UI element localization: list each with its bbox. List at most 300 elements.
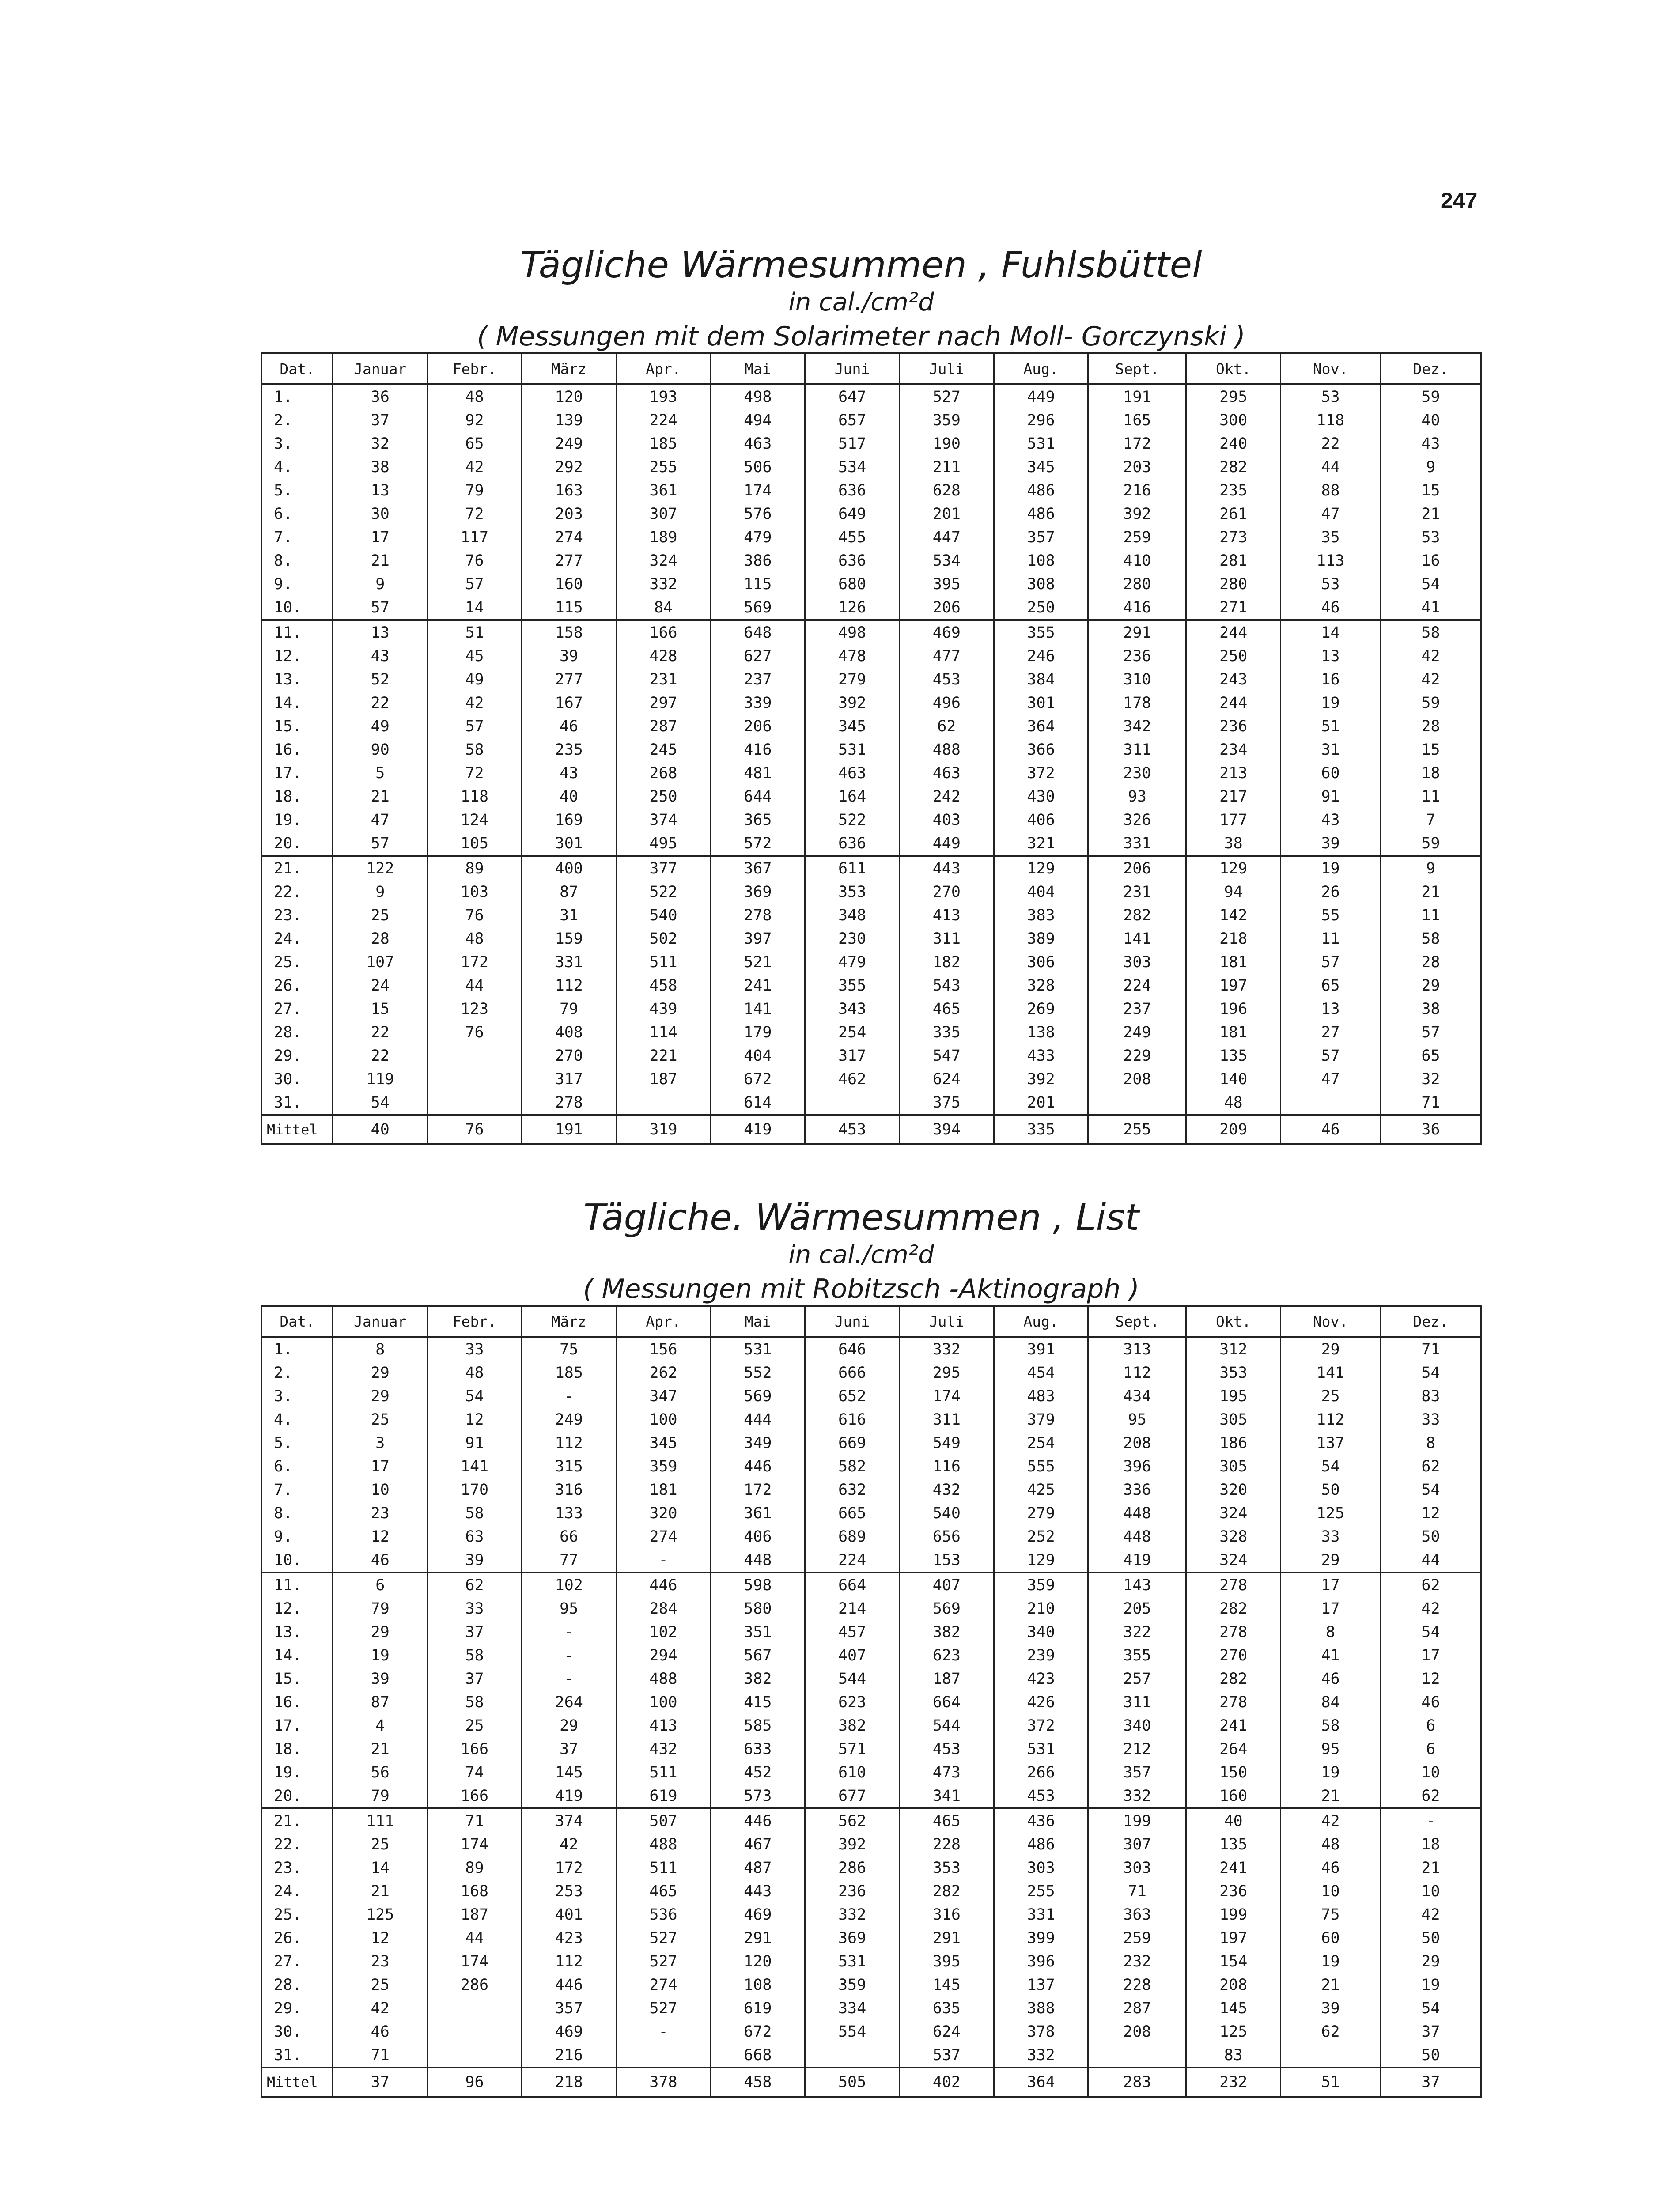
value-cell: 116 — [899, 1455, 994, 1478]
value-cell: 355 — [805, 974, 900, 997]
value-cell: 79 — [522, 997, 616, 1021]
value-cell: 79 — [333, 1784, 428, 1808]
value-cell: 58 — [428, 738, 522, 761]
value-cell: 9 — [1380, 856, 1481, 880]
value-cell: 118 — [1281, 408, 1381, 432]
value-cell: 48 — [1281, 1833, 1381, 1856]
day-label: 7. — [262, 526, 333, 549]
table-row — [262, 1501, 1481, 1525]
value-cell: 382 — [899, 1620, 994, 1644]
mean-value: 51 — [1281, 2068, 1381, 2097]
value-cell: 672 — [711, 2020, 805, 2043]
value-cell: 143 — [1088, 1573, 1186, 1597]
value-cell — [1281, 1091, 1381, 1115]
table-row — [262, 596, 1481, 620]
table-header-row — [262, 353, 1481, 384]
value-cell: 126 — [805, 596, 900, 620]
value-cell: 72 — [428, 761, 522, 785]
mean-value: 232 — [1186, 2068, 1281, 2097]
value-cell: 58 — [428, 1501, 522, 1525]
value-cell: 689 — [805, 1525, 900, 1548]
value-cell: 507 — [616, 1808, 711, 1833]
value-cell: 140 — [1186, 1067, 1281, 1091]
value-cell: 282 — [1186, 1667, 1281, 1690]
mean-value: 209 — [1186, 1115, 1281, 1144]
value-cell: 305 — [1186, 1455, 1281, 1478]
day-label: 18. — [262, 1737, 333, 1761]
value-cell: 614 — [711, 1091, 805, 1115]
day-label: 3. — [262, 1384, 333, 1408]
column-header-month: Januar — [333, 1306, 428, 1337]
value-cell: 141 — [711, 997, 805, 1021]
value-cell: 664 — [899, 1690, 994, 1714]
value-cell: 410 — [1088, 549, 1186, 572]
value-cell: 139 — [522, 408, 616, 432]
value-cell: 228 — [1088, 1973, 1186, 1996]
table-row — [262, 644, 1481, 668]
table-row — [262, 1973, 1481, 1996]
value-cell: 17 — [333, 526, 428, 549]
value-cell: 392 — [1088, 502, 1186, 526]
value-cell: 255 — [616, 455, 711, 479]
value-cell: 46 — [1281, 1667, 1381, 1690]
value-cell: 646 — [805, 1337, 900, 1361]
mean-value: 96 — [428, 2068, 522, 2097]
table-row — [262, 1408, 1481, 1431]
value-cell: 129 — [994, 856, 1088, 880]
value-cell: 17 — [1380, 1644, 1481, 1667]
value-cell: 407 — [805, 1644, 900, 1667]
value-cell: 531 — [711, 1337, 805, 1361]
value-cell: 364 — [994, 715, 1088, 738]
value-cell: 228 — [899, 1833, 994, 1856]
value-cell: 647 — [805, 384, 900, 408]
value-cell: 10 — [333, 1478, 428, 1501]
value-cell: 166 — [428, 1784, 522, 1808]
column-header-month: Juli — [899, 353, 994, 384]
value-cell: 355 — [994, 620, 1088, 644]
value-cell: 135 — [1186, 1833, 1281, 1856]
value-cell: 208 — [1088, 1431, 1186, 1455]
value-cell: 76 — [428, 549, 522, 572]
value-cell: 21 — [333, 549, 428, 572]
value-cell: 321 — [994, 832, 1088, 856]
table-row — [262, 761, 1481, 785]
value-cell: 40 — [522, 785, 616, 808]
value-cell: 395 — [899, 1950, 994, 1973]
value-cell: 428 — [616, 644, 711, 668]
value-cell: 9 — [333, 880, 428, 904]
table-row — [262, 691, 1481, 715]
day-label: 29. — [262, 1044, 333, 1067]
value-cell: 21 — [1380, 1856, 1481, 1879]
value-cell: 357 — [994, 526, 1088, 549]
value-cell: 448 — [1088, 1501, 1186, 1525]
value-cell: 170 — [428, 1478, 522, 1501]
mean-value: 40 — [333, 1115, 428, 1144]
value-cell: 11 — [1281, 927, 1381, 950]
value-cell: 347 — [616, 1384, 711, 1408]
table-row — [262, 927, 1481, 950]
value-cell: 65 — [428, 432, 522, 455]
value-cell: 206 — [899, 596, 994, 620]
day-label: 23. — [262, 904, 333, 927]
table-row — [262, 785, 1481, 808]
value-cell: 244 — [1186, 691, 1281, 715]
value-cell: - — [522, 1644, 616, 1667]
value-cell: 300 — [1186, 408, 1281, 432]
value-cell: 310 — [1088, 668, 1186, 691]
value-cell: 37 — [428, 1620, 522, 1644]
value-cell: 522 — [805, 808, 900, 832]
value-cell — [428, 1996, 522, 2020]
value-cell: 208 — [1088, 2020, 1186, 2043]
value-cell: 150 — [1186, 1761, 1281, 1784]
day-label: 19. — [262, 1761, 333, 1784]
value-cell: 25 — [333, 1833, 428, 1856]
value-cell: 259 — [1088, 1926, 1186, 1950]
value-cell: 158 — [522, 620, 616, 644]
value-cell: 89 — [428, 856, 522, 880]
value-cell: 415 — [711, 1690, 805, 1714]
value-cell: 8 — [333, 1337, 428, 1361]
value-cell: 25 — [428, 1714, 522, 1737]
value-cell: 18 — [1380, 1833, 1481, 1856]
value-cell: 234 — [1186, 738, 1281, 761]
mean-value: 283 — [1088, 2068, 1186, 2097]
value-cell: 331 — [522, 950, 616, 974]
value-cell: 30 — [333, 502, 428, 526]
column-header-month: Febr. — [428, 1306, 522, 1337]
value-cell: 388 — [994, 1996, 1088, 2020]
value-cell: 47 — [1281, 1067, 1381, 1091]
value-cell: 264 — [522, 1690, 616, 1714]
table-row — [262, 950, 1481, 974]
mean-value: 218 — [522, 2068, 616, 2097]
day-label: 17. — [262, 761, 333, 785]
value-cell: 469 — [711, 1903, 805, 1926]
value-cell: 462 — [805, 1067, 900, 1091]
day-label: 12. — [262, 644, 333, 668]
value-cell: 307 — [616, 502, 711, 526]
value-cell: 28 — [1380, 950, 1481, 974]
value-cell: 680 — [805, 572, 900, 596]
value-cell: 511 — [616, 950, 711, 974]
table-row — [262, 479, 1481, 502]
value-cell: 432 — [616, 1737, 711, 1761]
day-label: 12. — [262, 1597, 333, 1620]
value-cell: 31 — [1281, 738, 1381, 761]
value-cell: 33 — [428, 1337, 522, 1361]
value-cell: 5 — [333, 761, 428, 785]
value-cell: 187 — [899, 1667, 994, 1690]
value-cell: 657 — [805, 408, 900, 432]
value-cell: 22 — [1281, 432, 1381, 455]
column-header-month: Dez. — [1380, 1306, 1481, 1337]
value-cell: 15 — [1380, 479, 1481, 502]
value-cell: 76 — [428, 904, 522, 927]
value-cell: 33 — [1281, 1525, 1381, 1548]
value-cell: 342 — [1088, 715, 1186, 738]
value-cell: 160 — [522, 572, 616, 596]
value-cell: 27 — [1281, 1021, 1381, 1044]
value-cell: 488 — [899, 738, 994, 761]
value-cell: 117 — [428, 526, 522, 549]
value-cell: 54 — [1380, 1996, 1481, 2020]
value-cell: 359 — [899, 408, 994, 432]
table-row — [262, 1525, 1481, 1548]
value-cell: 42 — [1380, 644, 1481, 668]
value-cell: 467 — [711, 1833, 805, 1856]
value-cell: 317 — [522, 1067, 616, 1091]
mean-label: Mittel — [262, 2068, 333, 2097]
value-cell: 29 — [522, 1714, 616, 1737]
value-cell: 108 — [711, 1973, 805, 1996]
value-cell: 15 — [1380, 738, 1481, 761]
table-row — [262, 1337, 1481, 1361]
day-label: 20. — [262, 832, 333, 856]
value-cell: 573 — [711, 1784, 805, 1808]
table-row — [262, 549, 1481, 572]
value-cell: 190 — [899, 432, 994, 455]
table-row — [262, 715, 1481, 738]
value-cell: 141 — [428, 1455, 522, 1478]
value-cell: 326 — [1088, 808, 1186, 832]
value-cell: 43 — [522, 761, 616, 785]
value-cell: 332 — [994, 2043, 1088, 2068]
value-cell: 45 — [428, 644, 522, 668]
value-cell: 6 — [1380, 1737, 1481, 1761]
table-header-row — [262, 1306, 1481, 1337]
value-cell: 404 — [994, 880, 1088, 904]
table-2-unit: in cal./cm²d — [788, 1240, 934, 1269]
mean-value: 505 — [805, 2068, 900, 2097]
day-label: 10. — [262, 596, 333, 620]
value-cell: 463 — [711, 432, 805, 455]
value-cell: 332 — [899, 1337, 994, 1361]
value-cell: 59 — [1380, 691, 1481, 715]
value-cell — [805, 2043, 900, 2068]
value-cell: 77 — [522, 1548, 616, 1573]
day-label: 19. — [262, 808, 333, 832]
value-cell: 32 — [1380, 1067, 1481, 1091]
value-cell: 47 — [1281, 502, 1381, 526]
value-cell: 178 — [1088, 691, 1186, 715]
value-cell: 124 — [428, 808, 522, 832]
value-cell: 62 — [1281, 2020, 1381, 2043]
value-cell: 291 — [711, 1926, 805, 1950]
value-cell: 567 — [711, 1644, 805, 1667]
value-cell: 436 — [994, 1808, 1088, 1833]
value-cell: 369 — [711, 880, 805, 904]
mean-value: 255 — [1088, 1115, 1186, 1144]
value-cell: 432 — [899, 1478, 994, 1501]
value-cell: 172 — [1088, 432, 1186, 455]
value-cell: 48 — [428, 384, 522, 408]
value-cell: 201 — [899, 502, 994, 526]
value-cell: 57 — [428, 572, 522, 596]
value-cell: 392 — [994, 1067, 1088, 1091]
value-cell: 206 — [711, 715, 805, 738]
value-cell: 53 — [1281, 384, 1381, 408]
value-cell: 452 — [711, 1761, 805, 1784]
day-label: 8. — [262, 1501, 333, 1525]
value-cell: 611 — [805, 856, 900, 880]
value-cell: 391 — [994, 1337, 1088, 1361]
value-cell: 555 — [994, 1455, 1088, 1478]
value-cell: 42 — [428, 691, 522, 715]
table-row — [262, 1667, 1481, 1690]
value-cell: 14 — [333, 1856, 428, 1879]
table-1-title: Tägliche Wärmesummen , Fuhlsbüttel — [520, 244, 1202, 286]
value-cell: 93 — [1088, 785, 1186, 808]
value-cell: 91 — [428, 1431, 522, 1455]
value-cell: 372 — [994, 1714, 1088, 1737]
value-cell: 282 — [1186, 1597, 1281, 1620]
day-label: 1. — [262, 1337, 333, 1361]
value-cell: 554 — [805, 2020, 900, 2043]
value-cell: 156 — [616, 1337, 711, 1361]
value-cell: 287 — [1088, 1996, 1186, 2020]
value-cell: 43 — [1281, 808, 1381, 832]
value-cell: 22 — [333, 1021, 428, 1044]
value-cell: 125 — [1186, 2020, 1281, 2043]
value-cell: 91 — [1281, 785, 1381, 808]
value-cell: 21 — [1380, 502, 1481, 526]
day-label: 29. — [262, 1996, 333, 2020]
value-cell: 378 — [994, 2020, 1088, 2043]
value-cell: 334 — [805, 1996, 900, 2020]
table-row — [262, 1044, 1481, 1067]
value-cell: 13 — [1281, 997, 1381, 1021]
value-cell: 76 — [428, 1021, 522, 1044]
value-cell: 281 — [1186, 549, 1281, 572]
day-label: 1. — [262, 384, 333, 408]
day-label: 28. — [262, 1973, 333, 1996]
value-cell: 172 — [711, 1478, 805, 1501]
day-label: 7. — [262, 1478, 333, 1501]
table-row — [262, 455, 1481, 479]
value-cell: 17 — [1281, 1597, 1381, 1620]
day-label: 17. — [262, 1714, 333, 1737]
day-label: 8. — [262, 549, 333, 572]
value-cell: 282 — [1088, 904, 1186, 927]
value-cell: 185 — [616, 432, 711, 455]
table-2-subtitle: ( Messungen mit Robitzsch -Aktinograph ) — [583, 1274, 1139, 1304]
value-cell: 312 — [1186, 1337, 1281, 1361]
day-label: 11. — [262, 1573, 333, 1597]
value-cell: 351 — [711, 1620, 805, 1644]
value-cell: 103 — [428, 880, 522, 904]
value-cell: 197 — [1186, 1926, 1281, 1950]
value-cell: 55 — [1281, 904, 1381, 927]
value-cell: 384 — [994, 668, 1088, 691]
column-header-month: Febr. — [428, 353, 522, 384]
value-cell: 494 — [711, 408, 805, 432]
value-cell: 374 — [522, 1808, 616, 1833]
mean-value: 335 — [994, 1115, 1088, 1144]
value-cell: 12 — [333, 1525, 428, 1548]
value-cell: 619 — [616, 1784, 711, 1808]
day-label: 26. — [262, 1926, 333, 1950]
value-cell: 39 — [1281, 1996, 1381, 2020]
value-cell: 353 — [899, 1856, 994, 1879]
value-cell: 453 — [994, 1784, 1088, 1808]
table-row — [262, 1996, 1481, 2020]
value-cell: 12 — [1380, 1667, 1481, 1690]
value-cell: 49 — [333, 715, 428, 738]
day-label: 2. — [262, 1361, 333, 1384]
value-cell: 268 — [616, 761, 711, 785]
value-cell: 284 — [616, 1597, 711, 1620]
value-cell: 167 — [522, 691, 616, 715]
value-cell: 28 — [1380, 715, 1481, 738]
value-cell: 255 — [994, 1879, 1088, 1903]
value-cell: 213 — [1186, 761, 1281, 785]
value-cell: 644 — [711, 785, 805, 808]
value-cell: 359 — [616, 1455, 711, 1478]
table-row — [262, 1784, 1481, 1808]
value-cell: 19 — [333, 1644, 428, 1667]
value-cell: 241 — [711, 974, 805, 997]
value-cell: 353 — [805, 880, 900, 904]
value-cell: 446 — [616, 1573, 711, 1597]
day-label: 10. — [262, 1548, 333, 1573]
value-cell: 92 — [428, 408, 522, 432]
value-cell: 71 — [333, 2043, 428, 2068]
value-cell: 379 — [994, 1408, 1088, 1431]
value-cell: 57 — [1380, 1021, 1481, 1044]
value-cell: 179 — [711, 1021, 805, 1044]
value-cell: 166 — [428, 1737, 522, 1761]
value-cell: 295 — [1186, 384, 1281, 408]
value-cell: 25 — [333, 1408, 428, 1431]
value-cell: 531 — [805, 1950, 900, 1973]
value-cell: 123 — [428, 997, 522, 1021]
value-cell: 62 — [899, 715, 994, 738]
value-cell: 11 — [1380, 785, 1481, 808]
value-cell: 335 — [899, 1021, 994, 1044]
value-cell: 54 — [1380, 1361, 1481, 1384]
value-cell: 129 — [1186, 856, 1281, 880]
value-cell: 199 — [1088, 1808, 1186, 1833]
value-cell: 58 — [1281, 1714, 1381, 1737]
day-label: 14. — [262, 691, 333, 715]
table-row — [262, 2043, 1481, 2068]
value-cell: 224 — [616, 408, 711, 432]
value-cell: 397 — [711, 927, 805, 950]
value-cell: 46 — [1281, 1856, 1381, 1879]
value-cell: 355 — [1088, 1644, 1186, 1667]
value-cell: 244 — [1186, 620, 1281, 644]
value-cell: 517 — [805, 432, 900, 455]
value-cell: 100 — [616, 1408, 711, 1431]
value-cell: 345 — [616, 1431, 711, 1455]
value-cell: 115 — [522, 596, 616, 620]
day-label: 5. — [262, 479, 333, 502]
table-row — [262, 974, 1481, 997]
value-cell — [428, 1067, 522, 1091]
table-1-unit: in cal./cm²d — [788, 288, 934, 317]
value-cell: 39 — [522, 644, 616, 668]
value-cell: 339 — [711, 691, 805, 715]
value-cell: 216 — [1088, 479, 1186, 502]
value-cell: 278 — [1186, 1620, 1281, 1644]
value-cell: 100 — [616, 1690, 711, 1714]
value-cell: 366 — [994, 738, 1088, 761]
value-cell: 21 — [1281, 1784, 1381, 1808]
value-cell — [428, 2043, 522, 2068]
